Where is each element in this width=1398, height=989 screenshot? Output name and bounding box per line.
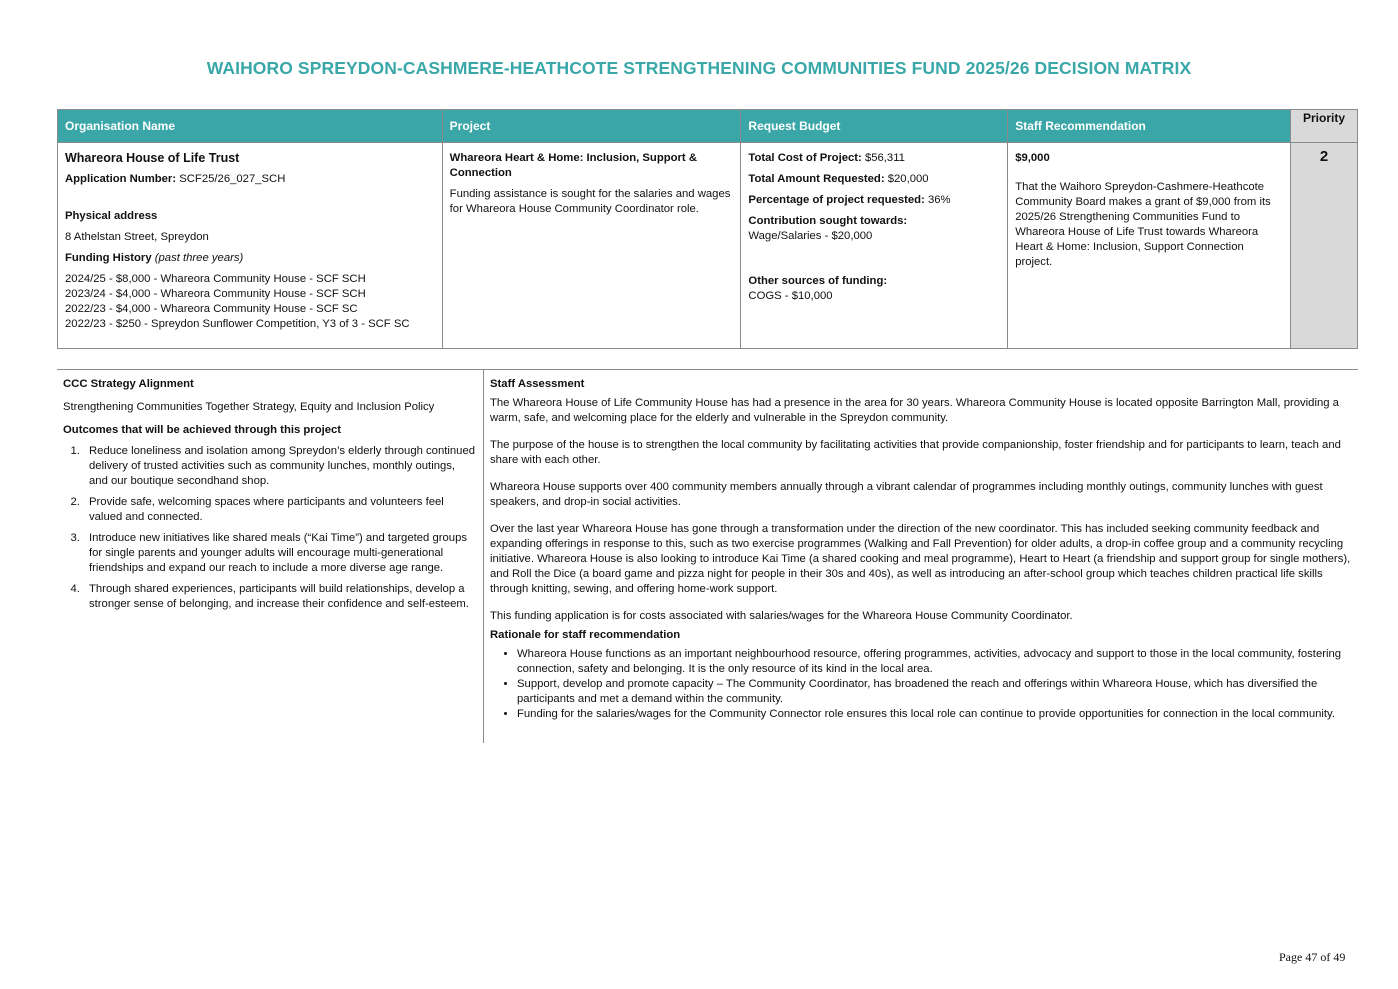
total-requested-value: $20,000 (887, 173, 929, 185)
assessment-paragraph: This funding application is for costs associated with salaries/wages for the Whareora House Community Coordinator. (490, 610, 1073, 622)
other-sources-value: COGS - $10,000 (748, 290, 833, 302)
assessment-paragraph: The purpose of the house is to strengthen the local community by facilitating activities that provide companionship, foster friendship and for participants to learn, teach and share with each other. (490, 439, 1341, 466)
funding-history-heading (65, 251, 435, 266)
page-number: Page 47 of 49 (1279, 950, 1346, 964)
header-organisation: Organisation Name (58, 110, 443, 143)
application-number-line (65, 172, 435, 187)
total-cost-value: $56,311 (864, 152, 905, 164)
recommendation-text: That the Waihoro Spreydon-Cashmere-Heathcote Community Board makes a grant of $9,000 from its 2025/26 Strengthening Communities Fund to Whareora House of Life Trust towards Whareora Heart & Home: Inclusion, Support Connection project. (1015, 181, 1271, 268)
total-cost-line (748, 151, 1000, 166)
list-item: 3. Introduce new initiatives like shared meals (“Kai Time”) and targeted groups for single parents and younger adults will encourage multi-generational friendships and expand our reach to include a more diverse age range. (83, 531, 477, 576)
funding-history-item: 2022/23 - $250 - Spreydon Sunflower Competition, Y3 of 3 - SCF SC (65, 318, 410, 330)
funding-history-label: Funding History (65, 252, 152, 264)
total-requested-line (748, 172, 1000, 187)
staff-assessment-column (483, 370, 1358, 743)
strategy-text: Strengthening Communities Together Strategy, Equity and Inclusion Policy (63, 401, 435, 413)
project-cell (442, 143, 741, 349)
application-number-label: Application Number: (65, 173, 177, 185)
table-header-row (58, 110, 1358, 143)
list-item: 2. Provide safe, welcoming spaces where participants and volunteers feel valued and connected. (83, 495, 477, 525)
table-row (58, 143, 1358, 349)
funding-history-list (65, 272, 435, 332)
page-title: WAIHORO SPREYDON-CASHMERE-HEATHCOTE STRENGTHENING COMMUNITIES FUND 2025/26 DECISION MATRIX (206, 58, 1192, 78)
outcomes-heading: Outcomes that will be achieved through this project (63, 424, 342, 436)
staff-assessment-heading: Staff Assessment (490, 378, 585, 390)
organisation-name: Whareora House of Life Trust (65, 151, 240, 165)
staff-recommendation-cell (1008, 143, 1291, 349)
physical-address: 8 Athelstan Street, Spreydon (65, 231, 209, 243)
outcomes-list (63, 444, 477, 612)
percentage-line (748, 193, 1000, 208)
strategy-column (57, 370, 483, 618)
project-description: Funding assistance is sought for the salaries and wages for Whareora House Community Coordinator role. (449, 188, 731, 215)
funding-history-item: 2024/25 - $8,000 - Whareora Community House - SCF SCH (65, 273, 366, 285)
assessment-section (57, 369, 1358, 720)
assessment-paragraph: Whareora House supports over 400 community members annually through a vibrant calendar of programmes including monthly outings, community lunches with guest speakers, and drop-in social activities. (490, 481, 1323, 508)
list-item: • Funding for the salaries/wages for the Community Connector role ensures this local role can continue to provide opportunities for connection in the local community. (517, 707, 1352, 722)
header-project: Project (442, 110, 741, 143)
funding-history-note: (past three years) (154, 252, 244, 264)
assessment-paragraph: The Whareora House of Life Community House has had a presence in the area for 30 years. Whareora Community House is located opposite Barrington Mall, providing a warm, safe, and welcoming place for the elderly and vulnerable in the Spreydon community. (490, 397, 1339, 424)
request-budget-cell (741, 143, 1008, 349)
total-cost-label: Total Cost of Project: (748, 152, 862, 164)
header-request-budget: Request Budget (741, 110, 1008, 143)
percentage-label: Percentage of project requested: (748, 194, 925, 206)
header-staff-recommendation: Staff Recommendation (1008, 110, 1291, 143)
priority-value: 2 (1290, 143, 1357, 349)
funding-history-item: 2022/23 - $4,000 - Whareora Community House - SCF SC (65, 303, 358, 315)
recommendation-amount: $9,000 (1015, 152, 1050, 164)
header-priority: Priority (1290, 110, 1357, 143)
funding-history-item: 2023/24 - $4,000 - Whareora Community House - SCF SCH (65, 288, 366, 300)
application-number: SCF25/26_027_SCH (179, 173, 286, 185)
other-sources-label: Other sources of funding: (748, 275, 888, 287)
strategy-heading: CCC Strategy Alignment (63, 378, 194, 390)
list-item: • Whareora House functions as an important neighbourhood resource, offering programmes, activities, advocacy and support to those in the local community, fostering connection, safety and belonging. It is the only resource of its kind in the local area. (517, 647, 1352, 677)
percentage-value: 36% (927, 194, 951, 206)
contribution-value: Wage/Salaries - $20,000 (748, 230, 873, 242)
contribution-label: Contribution sought towards: (748, 215, 908, 227)
rationale-heading: Rationale for staff recommendation (490, 629, 681, 641)
rationale-list (490, 647, 1352, 722)
organisation-cell (58, 143, 443, 349)
physical-address-label: Physical address (65, 210, 158, 222)
decision-matrix-table (57, 109, 1358, 349)
project-name: Whareora Heart & Home: Inclusion, Support & Connection (449, 152, 697, 179)
total-requested-label: Total Amount Requested: (748, 173, 885, 185)
list-item: 4. Through shared experiences, participants will build relationships, develop a stronger sense of belonging, and increase their confidence and self-esteem. (83, 582, 477, 612)
list-item: • Support, develop and promote capacity – The Community Coordinator, has broadened the reach and offerings within Whareora House, which has diversified the participants and met a demand within the community. (517, 677, 1352, 707)
assessment-paragraph: Over the last year Whareora House has gone through a transformation under the direction of the new coordinator. This has included seeking community feedback and expanding offerings in response to this, such as two exercise programmes (Walking and Fall Prevention) for older adults, a drop-in coffee group and a community recycling initiative. Whareora House is also looking to introduce Kai Time (a shared cooking and meal programme), Heart to Heart (a friendship and support group for single mothers), and Roll the Dice (a board game and pizza night for people in their 30s and 40s), as well as introducing an after-school group which teaches children practical life skills through knitting, sewing, and offering home-work support. (490, 523, 1351, 595)
list-item: 1. Reduce loneliness and isolation among Spreydon’s elderly through continued delivery of trusted activities such as community lunches, monthly outings, and our boutique secondhand shop. (83, 444, 477, 489)
